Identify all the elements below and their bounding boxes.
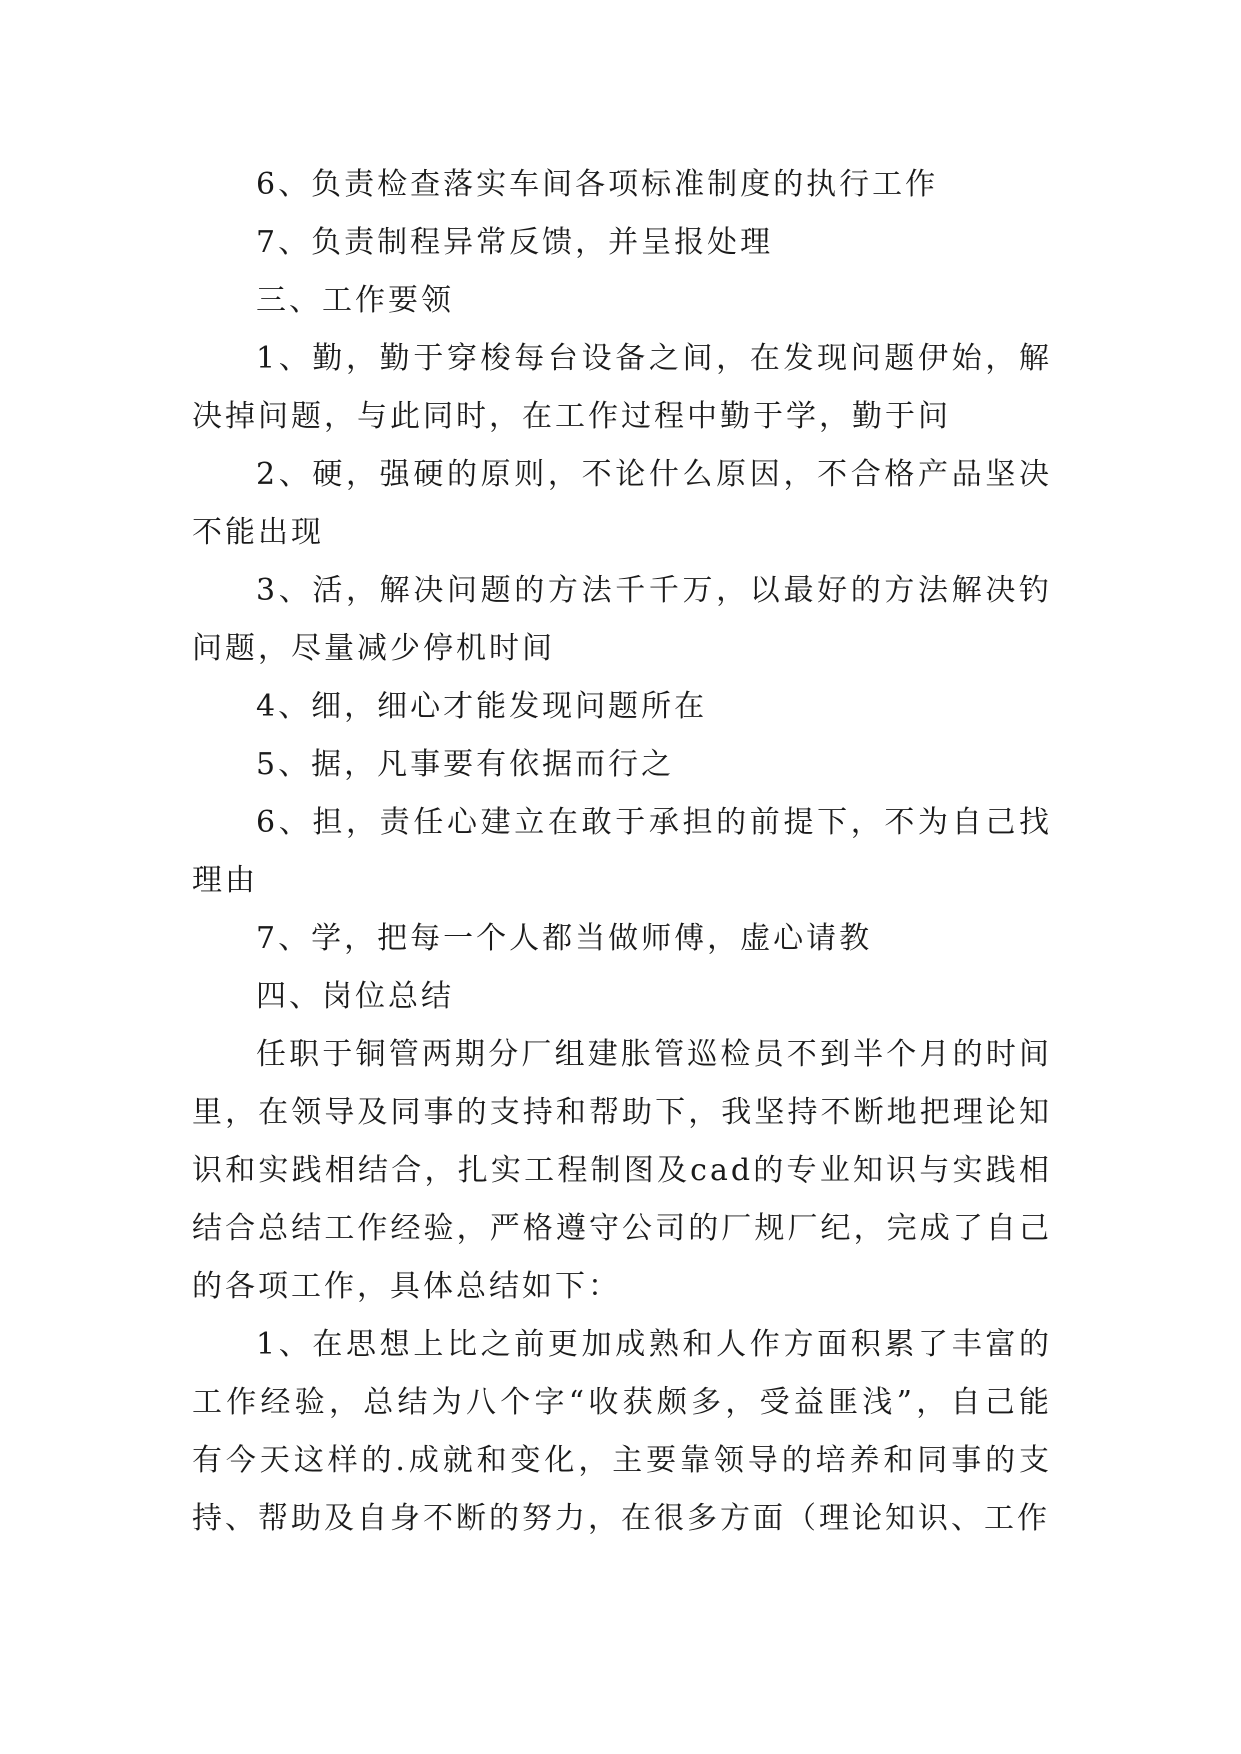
paragraph-essential-3: 3、活，解决问题的方法千千万，以最好的方法解决钓问题，尽量减少停机时间 (192, 573, 1052, 666)
paragraph-essential-6: 6、担，责任心建立在敢于承担的前提下，不为自己找理由 (192, 805, 1052, 898)
paragraph-essential-4: 4、细，细心才能发现问题所在 (256, 689, 708, 724)
paragraph-summary-1: 1、在思想上比之前更加成熟和人作方面积累了丰富的工作经验，总结为八个字“收获颇多，受益匪浅”，自己能有今天这样的.成就和变化，主要靠领导的培养和同事的支持、帮助及自身不断的努力，在很多方面（理论知识、工作 (192, 1327, 1052, 1536)
paragraph-duty-6: 6、负责检查落实车间各项标准制度的执行工作 (256, 167, 939, 202)
section-heading-position-summary: 四、岗位总结 (256, 979, 454, 1014)
paragraph-essential-1: 1、勤，勤于穿梭每台设备之间，在发现问题伊始，解决掉问题，与此同时，在工作过程中勤于学，勤于问 (192, 341, 1052, 434)
document-body (192, 156, 1052, 1548)
paragraph-duty-7: 7、负责制程异常反馈，并呈报处理 (256, 225, 774, 260)
section-heading-work-essentials: 三、工作要领 (256, 283, 454, 318)
paragraph-essential-2: 2、硬，强硬的原则，不论什么原因，不合格产品坚决不能出现 (192, 457, 1052, 550)
paragraph-summary-intro: 任职于铜管两期分厂组建胀管巡检员不到半个月的时间里，在领导及同事的支持和帮助下，我坚持不断地把理论知识和实践相结合，扎实工程制图及cad的专业知识与实践相结合总结工作经验，严格遵守公司的厂规厂纪，完成了自己的各项工作，具体总结如下： (192, 1037, 1052, 1304)
paragraph-essential-5: 5、据，凡事要有依据而行之 (256, 747, 675, 782)
paragraph-essential-7: 7、学，把每一个人都当做师傅，虚心请教 (256, 921, 873, 956)
